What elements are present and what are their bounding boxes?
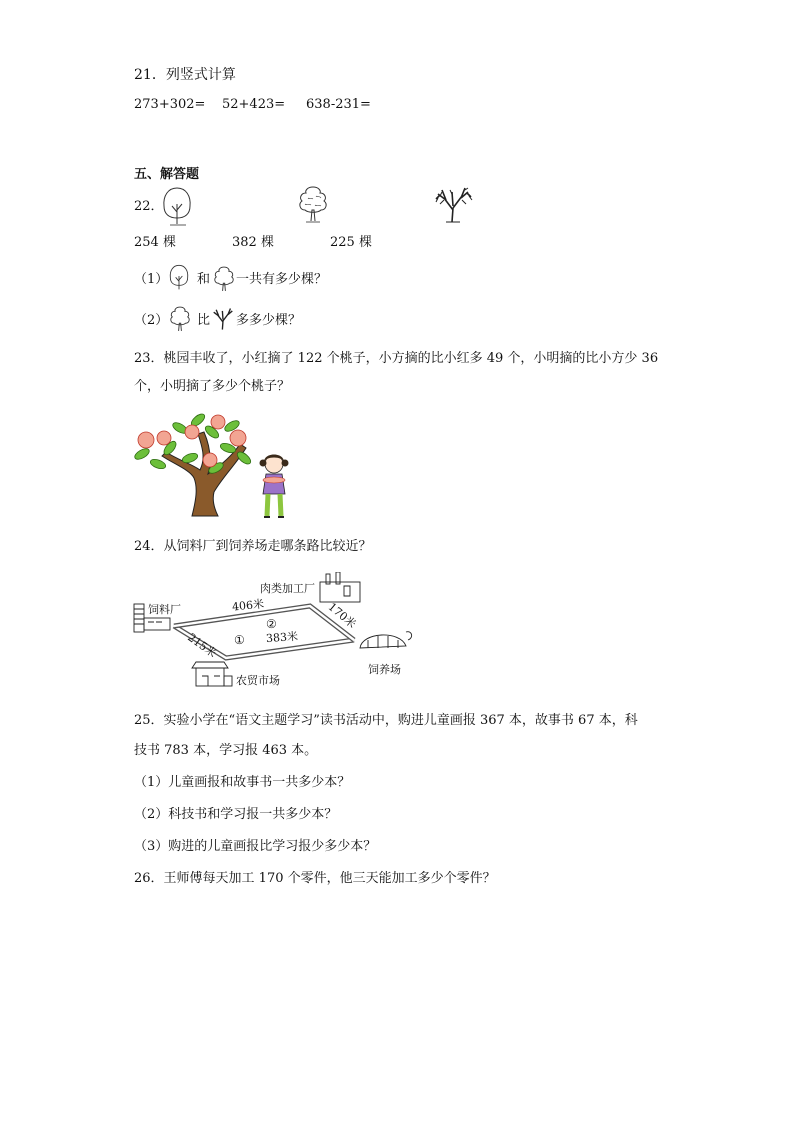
tree-1-icon bbox=[160, 186, 194, 228]
q25-sub-3: （3）购进的儿童画报比学习报少多少本？ bbox=[134, 839, 377, 854]
farm-icon bbox=[360, 632, 412, 648]
feed-factory-label: 饲料厂 bbox=[148, 603, 181, 616]
q21-heading: 21．列竖式计算 bbox=[134, 67, 236, 83]
q22-sub1-and: 和 bbox=[197, 272, 211, 287]
q22-number: 22． bbox=[134, 199, 164, 214]
q22-sub1-label: （1） bbox=[134, 272, 169, 287]
peach-tree-girl-illustration bbox=[132, 408, 312, 520]
distance-bottom-label: 383米 bbox=[265, 629, 299, 646]
q22-count-1: 254 棵 bbox=[134, 235, 176, 250]
q22-count-2: 382 棵 bbox=[232, 235, 274, 250]
tree-3-small-icon bbox=[210, 306, 236, 332]
tree-1-small-icon bbox=[167, 264, 191, 292]
route-2-marker: ② bbox=[266, 617, 277, 631]
market-label: 农贸市场 bbox=[236, 674, 280, 687]
q22-sub2-than: 比 bbox=[197, 313, 211, 328]
section-heading: 五、解答题 bbox=[134, 167, 200, 182]
tree-2-small-icon bbox=[168, 305, 192, 333]
q23-line-1: 23．桃园丰收了，小红摘了 122 个桃子，小方摘的比小红多 49 个，小明摘的比小方少 36 bbox=[134, 351, 659, 366]
q21-expression-3: 638-231= bbox=[306, 97, 371, 112]
q21-expression-2: 52+423= bbox=[222, 97, 286, 112]
q24-question: 24．从饲料厂到饲养场走哪条路比较近？ bbox=[134, 539, 372, 554]
tree-2-icon bbox=[296, 184, 330, 224]
q22-sub2-text: 多多少棵？ bbox=[236, 313, 302, 328]
meat-plant-label: 肉类加工厂 bbox=[260, 582, 315, 595]
q22-sub1-text: 一共有多少棵？ bbox=[236, 272, 328, 287]
q25-line-2: 技书 783 本，学习报 463 本。 bbox=[134, 743, 318, 758]
q22-count-3: 225 棵 bbox=[330, 235, 372, 250]
q22-sub2-label: （2） bbox=[134, 313, 169, 328]
farm-label: 饲养场 bbox=[368, 663, 401, 676]
q21-expression-1: 273+302= bbox=[134, 97, 206, 112]
q26-text: 26．王师傅每天加工 170 个零件，他三天能加工多少个零件？ bbox=[134, 871, 496, 886]
q25-sub-1: （1）儿童画报和故事书一共多少本？ bbox=[134, 775, 351, 790]
meat-plant-icon bbox=[320, 572, 360, 602]
market-icon bbox=[192, 662, 232, 686]
q25-sub-2: （2）科技书和学习报一共多少本？ bbox=[134, 807, 338, 822]
distance-right-label: 170米 bbox=[325, 600, 359, 631]
tree-3-icon bbox=[432, 186, 474, 224]
girl-figure bbox=[260, 455, 289, 518]
distance-left-label: 215米 bbox=[185, 630, 219, 661]
distance-top-label: 406米 bbox=[231, 597, 265, 614]
route-1-marker: ① bbox=[234, 633, 245, 647]
q23-line-2: 个，小明摘了多少个桃子？ bbox=[134, 379, 291, 394]
tree-2-small-icon bbox=[212, 265, 236, 293]
q25-line-1: 25．实验小学在“语文主题学习”读书活动中，购进儿童画报 367 本，故事书 67 本，科 bbox=[134, 713, 638, 728]
